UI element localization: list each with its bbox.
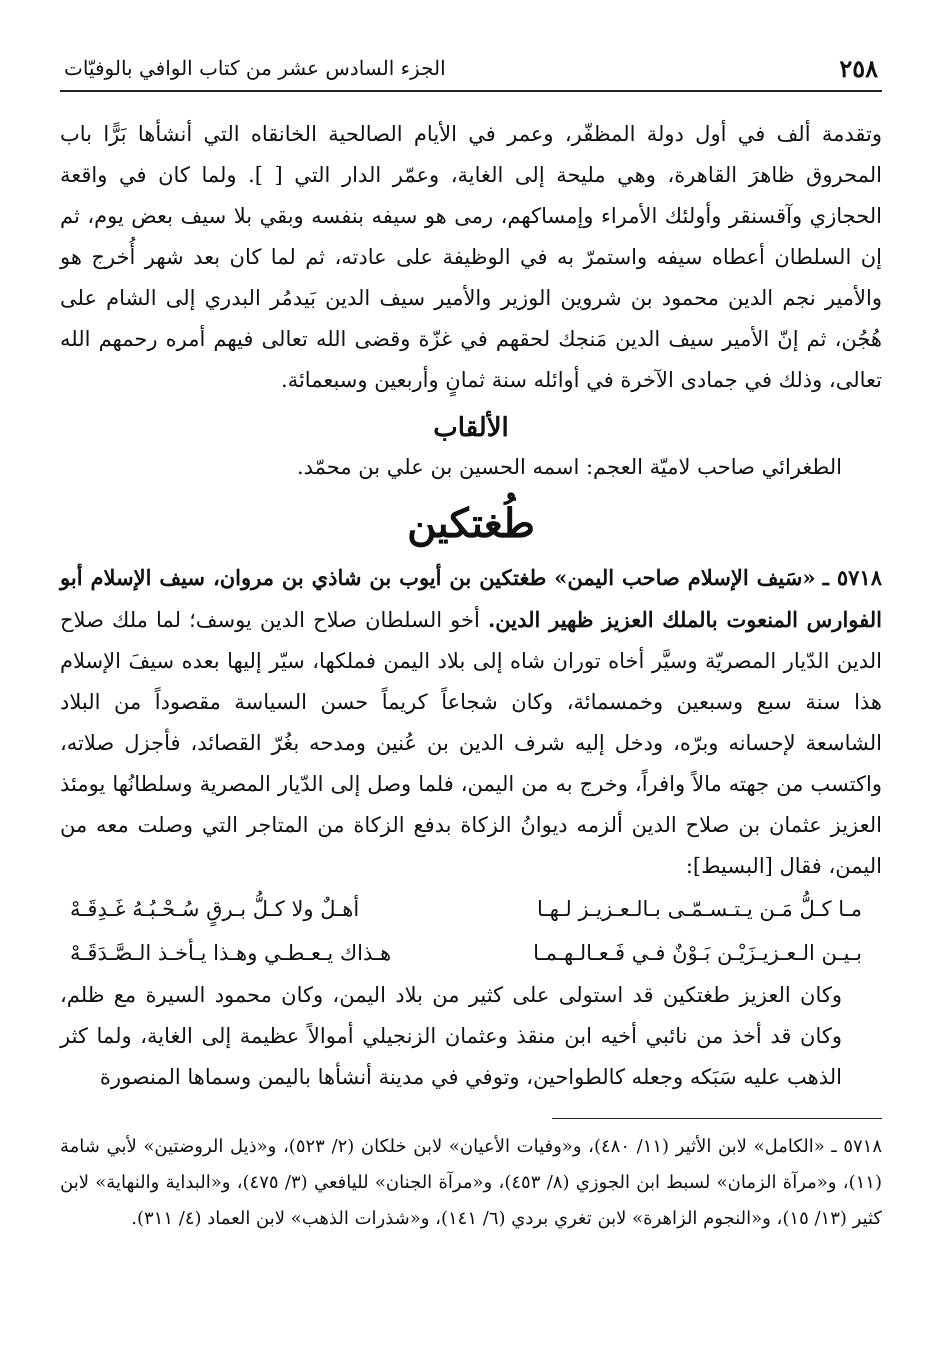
page-number: ٢٥٨ <box>839 54 878 83</box>
running-title: الجزء السادس عشر من كتاب الوافي بالوفيّات <box>64 56 446 80</box>
entry-body: أخو السلطان صلاح الدين يوسف؛ لما ملك صلاح الدين الدّيار المصريّة وسيَّر أخاه توران شاه إلى بلاد اليمن فملكها، سيّر إليها بعده سيفَ الإسلام هذا سنة سبع وسبعين وخمسمائة، وكان شجاعاً كريماً حسن السياسة مقصوداً من البلاد الشاسعة لإحسانه وبرّه، ودخل إليه شرف الدين بن عُنين ومدحه بغُرّ القصائد، فأجزل صلاته، واكتسب من جهته مالاً وافراً، وخرج به من اليمن، فلما وصل إلى الدّيار المصرية وسلطانُها يومئذ العزيز عثمان بن صلاح الدين ألزمه ديوانُ الزكاة بدفع الزكاة من المتاجر التي وصلت معه من اليمن، فقال [البسيط]: <box>60 608 882 878</box>
hemistich-right: مـا كـلُّ مَـن يـتـسـمّـى بـالـعـزيـز لـهـا <box>537 897 862 921</box>
footnote-divider <box>552 1118 882 1119</box>
hemistich-left: أهـلٌ ولا كـلُّ بـرقٍ سُـحْـبُـهُ غَـدِقَـهْ <box>70 897 360 921</box>
section-title-alqab: الألقاب <box>433 413 509 443</box>
entry-paragraph <box>60 557 882 887</box>
hemistich-left: هـذاك يـعـطـي وهـذا يـأخـذ الـصَّـدَقَـهْ <box>70 941 392 965</box>
poem <box>60 887 882 975</box>
poem-verse <box>60 887 882 931</box>
poem-verse <box>60 931 882 975</box>
name-heading: طُغتكين <box>407 500 535 547</box>
book-page <box>60 40 882 1340</box>
top-paragraph: وتقدمة ألف في أول دولة المظفّر، وعمر في الأيام الصالحية الخانقاه التي أنشأها بَرًّا باب المحروق ظاهرَ القاهرة، وهي مليحة إلى الغاية، وعمّر الدار التي [ ]. ولما كان في واقعة الحجازي وآقسنقر وأولئك الأمراء وإمساكهم، رمى هو سيفه بنفسه وبقي بلا سيف بعض يوم، ثم إن السلطان أعطاه سيفه واستمرّ به في الوظيفة على عادته، ثم لما كان بعد شهر أُخرج هو والأمير نجم الدين محمود بن شروين الوزير والأمير سيف الدين بَيدمُر البدري إلى الشام على هُجُن، ثم إنّ الأمير سيف الدين مَنجك لحقهم في غزّة وقضى الله تعالى فيهم أمره رحمهم الله تعالى، وذلك في جمادى الآخرة في أوائله سنة ثمانٍ وأربعين وسبعمائة. <box>60 122 882 392</box>
hemistich-right: بـيـن الـعـزيـزَيْـن بَـوْنٌ فـي فَـعـالـهـمـا <box>533 941 862 965</box>
entry-number: ٥٧١٨ ـ <box>822 565 882 590</box>
alqab-line: الطغرائي صاحب لاميّة العجم: اسمه الحسين بن علي بن محمّد. <box>296 455 842 479</box>
entry-title: «سَيف الإسلام صاحب اليمن» طغتكين بن أيوب بن شاذي بن مروان، سيف الإسلام أبو الفوارس المنعوت بالملك العزيز ظهير الدين. <box>60 565 882 632</box>
footnote: ٥٧١٨ ـ «الكامل» لابن الأثير (١١/ ٤٨٠)، و«وفيات الأعيان» لابن خلكان (٢/ ٥٢٣)، و«ذيل الروضتين» لأبي شامة (١١)، و«مرآة الزمان» لسبط ابن الجوزي (٨/ ٤٥٣)، و«مرآة الجنان» لليافعي (٣/ ٤٧٥)، و«البداية والنهاية» لابن كثير (١٣/ ١٥)، و«النجوم الزاهرة» لابن تغري بردي (٦/ ١٤١)، و«شذرات الذهب» لابن العماد (٤/ ٣١١). <box>60 1136 882 1229</box>
after-poem-paragraph: وكان العزيز طغتكين قد استولى على كثير من بلاد اليمن، وكان محمود السيرة مع ظلم، وكان قد أخذ من نائبي أخيه ابن منقذ وعثمان الزنجيلي أموالاً عظيمة إلى الغاية، ولما كثر الذهب عليه سَبَكه وجعله كالطواحين، وتوفي في مدينة أنشأها باليمن وسماها المنصورة <box>60 983 842 1089</box>
running-header <box>60 40 882 92</box>
